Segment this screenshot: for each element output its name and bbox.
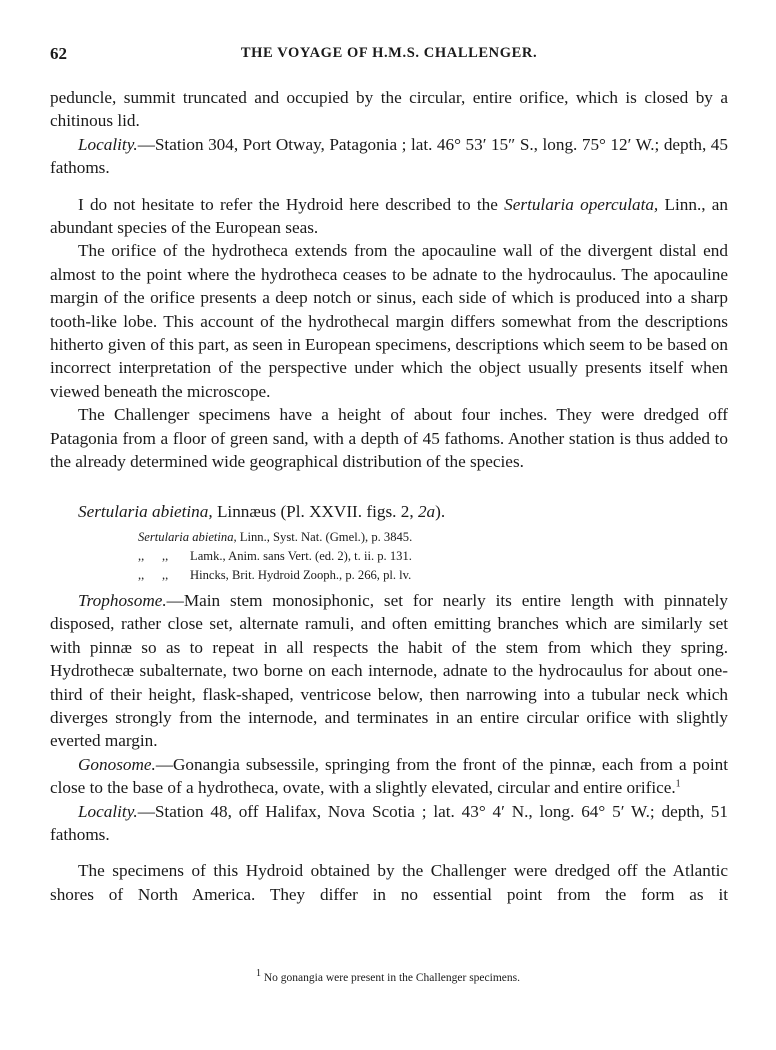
paragraph-identification	[50, 193, 728, 240]
synonymy-entry	[138, 547, 728, 566]
gonosome-paragraph	[50, 753, 728, 800]
locality-text: —Station 304, Port Otway, Patagonia ; lat. 46° 53′ 15″ S., long. 75° 12′ W.; depth, 45 fathoms.	[50, 134, 728, 178]
synonym-reference: Lamk., Anim. sans Vert. (ed. 2), t. ii. p. 131.	[190, 548, 412, 563]
footnote-number: 1	[256, 968, 261, 980]
locality-label: Locality.	[78, 801, 138, 821]
locality-label: Locality.	[78, 134, 138, 154]
species-heading-author: Linnæus (Pl. XXVII. figs. 2,	[212, 501, 418, 521]
footnote	[0, 968, 776, 984]
footnote-marker: 1	[675, 778, 681, 790]
ditto-mark: ,,	[138, 548, 145, 563]
species-heading	[50, 500, 728, 523]
species-heading-close: ).	[435, 501, 446, 521]
paragraph-specimens: The Challenger specimens have a height of about four inches. They were dredged off Patagonia from a floor of green sand, with a depth of 45 fathoms. Another station is thus added to the already determined wide geographical distribution of the species.	[50, 405, 728, 472]
synonymy-entry	[138, 528, 728, 547]
ditto-mark: ,,	[138, 567, 145, 582]
species-heading-figure: 2a	[417, 501, 436, 521]
trophosome-paragraph	[50, 589, 728, 753]
trophosome-label: Trophosome.	[78, 590, 167, 610]
gonosome-text: —Gonangia subsessile, springing from the front of the pinnæ, each from a point close to the base of a hydrotheca, ovate, with a slightly elevated, circular and entire orifice.	[50, 754, 728, 798]
synonymy-entry	[138, 566, 728, 585]
page-body	[50, 86, 728, 906]
synonym-name: Sertularia abietina,	[138, 529, 237, 544]
locality-text: —Station 48, off Halifax, Nova Scotia ; lat. 43° 4′ N., long. 64° 5′ W.; depth, 51 fathoms.	[50, 801, 728, 844]
locality-paragraph-1	[50, 133, 728, 180]
locality-paragraph-2	[50, 800, 728, 847]
identification-text-after: Linn., an abundant species of the European seas.	[50, 194, 728, 238]
page-number: 62	[50, 44, 67, 63]
identification-text-before: I do not hesitate to refer the Hydroid here described to the	[78, 194, 505, 214]
gonosome-label: Gonosome.	[78, 754, 156, 774]
trophosome-text: —Main stem monosiphonic, set for nearly its entire length with pinnately disposed, rather close set, alternate ramuli, and often emitting branches which are similarly set with pinnæ so as to repeat in all respects the habit of the stem from which they spring. Hydrothecæ subalternate, two borne on each internode, adnate to the hydrocaulus for about one-third of their height, flask-shaped, ventricose below, then narrowing into a tubular neck which diverges strongly from the internode, and terminates in an entire circular orifice with slightly everted margin.	[50, 590, 728, 751]
paragraph-orifice: The orifice of the hydrotheca extends from the apocauline wall of the divergent distal end almost to the point where the hydrotheca ceases to be adnate to the hydrocaulus. The apocauline margin of the orifice presents a deep notch or sinus, each side of which is produced into a sharp tooth-like lobe. This account of the hydrothecal margin differs somewhat from the descriptions hitherto given of this part, as seen in European specimens, descriptions which seem to be based on incorrect interpretation of the perspective under which the object usually presents itself when viewed beneath the microscope.	[50, 241, 728, 401]
paragraph-challenger-specimens: The specimens of this Hydroid obtained by the Challenger were dredged off the Atlantic shores of North America. They differ in no essential point from the form as it	[50, 861, 728, 904]
species-heading-name: Sertularia abietina,	[78, 501, 213, 521]
synonym-reference: Hincks, Brit. Hydroid Zooph., p. 266, pl. lv.	[190, 567, 412, 582]
ditto-mark: ,,	[162, 567, 169, 582]
synonym-reference: Linn., Syst. Nat. (Gmel.), p. 3845.	[236, 529, 413, 544]
synonymy-list	[50, 528, 728, 585]
footnote-text: No gonangia were present in the Challenger specimens.	[261, 972, 520, 984]
species-name-operculata: Sertularia operculata,	[504, 194, 659, 214]
ditto-mark: ,,	[162, 548, 169, 563]
running-title: THE VOYAGE OF H.M.S. CHALLENGER.	[240, 45, 538, 61]
paragraph-continuation: peduncle, summit truncated and occupied by the circular, entire orifice, which is closed by a chitinous lid.	[50, 88, 728, 131]
page-header	[50, 44, 728, 68]
